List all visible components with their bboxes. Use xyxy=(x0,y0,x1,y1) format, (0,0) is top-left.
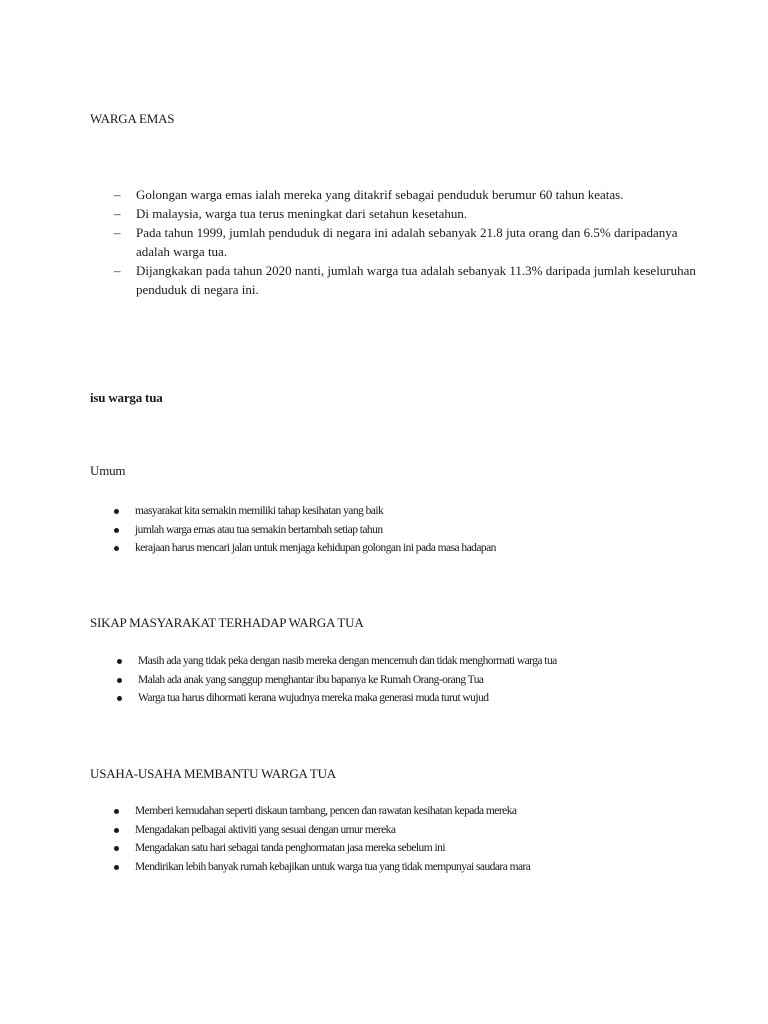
list-item xyxy=(90,821,530,840)
section-title-sikap-masyarakat: SIKAP MASYARAKAT TERHADAP WARGA TUA xyxy=(90,615,364,630)
list-item xyxy=(93,671,557,690)
bullet-dot xyxy=(117,678,122,683)
bullet-dot xyxy=(114,528,119,533)
umum-bullet-list xyxy=(90,502,496,558)
dash-marker: – xyxy=(114,206,121,221)
list-item-text: Malah ada anak yang sanggup menghantar ibu bapanya ke Rumah Orang-orang Tua xyxy=(138,673,484,686)
list-item-text: Dijangkakan pada tahun 2020 nanti, jumlah warga tua adalah sebanyak 11.3% daripada jumlah keseluruhan penduduk di negara ini. xyxy=(136,263,696,297)
section-title-isu-warga-tua: isu warga tua xyxy=(90,390,163,405)
list-item-text: Mendirikan lebih banyak rumah kebajikan untuk warga tua yang tidak mempunyai saudara mara xyxy=(135,860,531,873)
list-item-text: Golongan warga emas ialah mereka yang ditakrif sebagai penduduk berumur 60 tahun keatas. xyxy=(136,187,624,202)
list-item-text: Masih ada yang tidak peka dengan nasib mereka dengan mencemuh dan tidak menghormati warga tua xyxy=(138,655,557,667)
list-item xyxy=(90,204,696,223)
section-title-umum: Umum xyxy=(90,463,126,478)
bullet-dot xyxy=(117,696,122,701)
intro-dash-list xyxy=(90,185,696,299)
list-item xyxy=(90,802,530,821)
section-title-warga-emas: WARGA EMAS xyxy=(90,111,175,126)
list-item xyxy=(90,261,696,299)
section-title-usaha-usaha: USAHA-USAHA MEMBANTU WARGA TUA xyxy=(90,766,336,781)
bullet-dot xyxy=(114,546,119,551)
list-item-text: Warga tua harus dihormati kerana wujudnya mereka maka generasi muda turut wujud xyxy=(138,692,489,704)
bullet-dot xyxy=(114,865,119,870)
list-item-text: Mengadakan satu hari sebagai tanda penghormatan jasa mereka sebelum ini xyxy=(135,842,445,854)
list-item-text: jumlah warga emas atau tua semakin bertambah setiap tahun xyxy=(135,523,383,536)
dash-marker: – xyxy=(114,187,121,202)
dash-marker: – xyxy=(114,263,121,278)
bullet-dot xyxy=(114,828,119,833)
usaha-bullet-list xyxy=(90,802,530,876)
bullet-dot xyxy=(114,509,119,514)
list-item-text: Memberi kemudahan seperti diskaun tambang, pencen dan rawatan kesihatan kepada mereka xyxy=(135,805,517,817)
sikap-bullet-list xyxy=(93,652,557,708)
bullet-dot xyxy=(114,809,119,814)
list-item xyxy=(90,539,496,558)
list-item-text: Mengadakan pelbagai aktiviti yang sesuai dengan umur mereka xyxy=(135,823,396,836)
bullet-dot xyxy=(114,846,119,851)
list-item xyxy=(93,652,557,671)
list-item-text: masyarakat kita semakin memiliki tahap kesihatan yang baik xyxy=(135,505,384,517)
list-item-text: kerajaan harus mencari jalan untuk menjaga kehidupan golongan ini pada masa hadapan xyxy=(135,542,496,554)
bullet-dot xyxy=(117,659,122,664)
list-item xyxy=(90,521,496,540)
list-item xyxy=(93,689,557,708)
list-item xyxy=(90,223,696,261)
list-item-text: Pada tahun 1999, jumlah penduduk di negara ini adalah sebanyak 21.8 juta orang dan 6.5% daripadanya adalah warga tua. xyxy=(136,225,678,259)
list-item xyxy=(90,185,696,204)
list-item xyxy=(90,858,530,877)
list-item xyxy=(90,502,496,521)
dash-marker: – xyxy=(114,225,121,240)
list-item-text: Di malaysia, warga tua terus meningkat dari setahun kesetahun. xyxy=(136,206,468,221)
list-item xyxy=(90,839,530,858)
